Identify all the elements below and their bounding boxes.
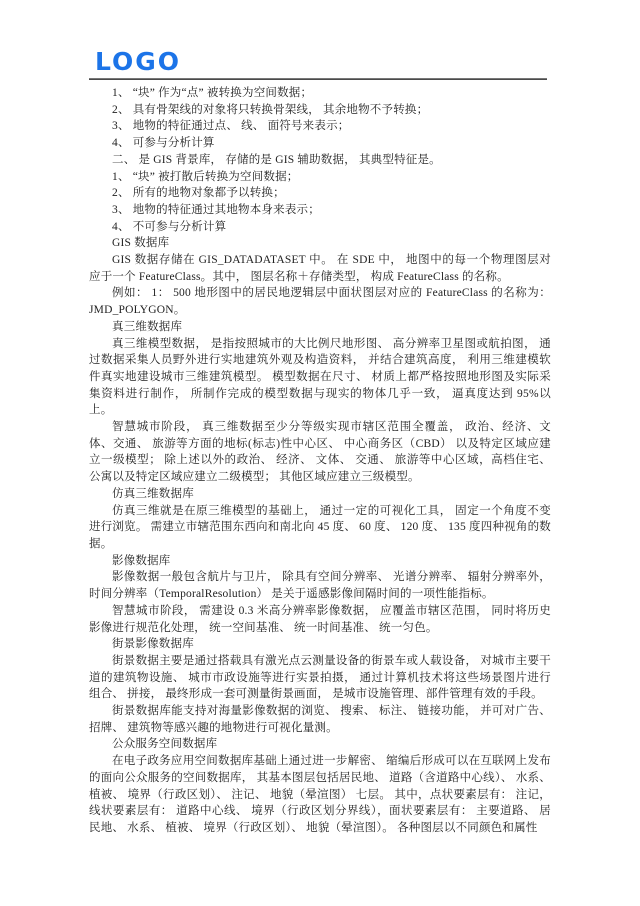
logo: LOGO — [95, 47, 182, 76]
paragraph: 例如： 1： 500 地形图中的居民地逻辑层中面状图层对应的 FeatureClass 的名称为： JMD_POLYGON。 — [89, 287, 551, 317]
paragraph: 二、 是 GIS 背景库， 存储的是 GIS 辅助数据， 其典型特征是。 — [112, 153, 441, 166]
section-heading-true-3d-database: 真三维数据库 — [112, 320, 183, 333]
section-heading-streetview-database: 街景影像数据库 — [112, 638, 194, 651]
list-item: 4、 不可参与分析计算 — [112, 220, 227, 233]
paragraph: 在电子政务应用空间数据库基础上通过进一步解密、 缩编后形成可以在互联网上发布的面向公众服务的空间数据库， 其基本图层包括居民地、 道路（含道路中心线）、 水系、植被、 境界（行政区划）、 注记、 地貌（晕渲图） 七层。 其中，点状要素层有： 注记，线状要素层有： 道路中心线、 境界（行政区划分界线），面状要素层有： 主要道路、 居民地、 水系、 植被、 境界（行政区划）、 地貌（晕渲图）。 各种图层以不同颜色和属性 — [89, 755, 551, 834]
page-header — [89, 0, 551, 80]
list-item: 4、 可参与分析计算 — [112, 137, 215, 150]
paragraph: GIS 数据存储在 GIS_DATADATASET 中。 在 SDE 中， 地图中的每一个物理图层对应于一个 FeatureClass。其中， 图层名称＋存储类型， 构成 FeatureClass 的名称。 — [89, 254, 551, 283]
section-heading-image-database: 影像数据库 — [112, 554, 171, 567]
header-rule — [89, 78, 547, 80]
list-item: 2、 所有的地物对象都予以转换； — [112, 187, 285, 200]
paragraph: 真三维模型数据， 是指按照城市的大比例尺地形图、 高分辨率卫星图或航拍图， 通过数据采集人员野外进行实地建筑外观及构造资料， 并结合建筑高度， 利用三维建模软件真实地建设城市三维建筑模型。 模型数据在尺寸、 材质上都严格按照地形图及实际采集资料进行制作， 所制作完成的模型数据与现实的物体几乎一致， 逼真度达到 95%以上。 — [89, 337, 551, 417]
list-item: 2、 具有骨架线的对象将只转换骨架线， 其余地物不予转换； — [112, 103, 429, 116]
list-item: 1、 “块” 被打散后转换为空间数据； — [112, 170, 299, 183]
list-item: 3、 地物的特征通过其地物本身来表示； — [112, 203, 320, 216]
list-item: 3、 地物的特征通过点、 线、 面符号来表示； — [112, 120, 350, 133]
section-heading-public-service-database: 公众服务空间数据库 — [112, 738, 218, 751]
paragraph: 影像数据一般包含航片与卫片， 除具有空间分辨率、 光谱分辨率、 辐射分辨率外，时间分辨率（TemporalResolution） 是关于遥感影像间隔时间的一项性能指标。 — [89, 571, 551, 601]
paragraph: 智慧城市阶段， 真三维数据至少分等级实现市辖区范围全覆盖， 政治、经济、文体、交通、 旅游等方面的地标(标志)性中心区、 中心商务区（CBD） 以及特定区域应建立一级模型； 除上述以外的政治、 经济、 文体、 交通、 旅游等中心区域，高档住宅、 公寓以及特定区域应建立二级模型； 其他区域应建立三级模型。 — [89, 421, 551, 484]
document-body — [89, 85, 551, 837]
list-item: 1、 “块” 作为“点” 被转换为空间数据； — [112, 87, 313, 99]
paragraph: 仿真三维就是在原三维模型的基础上， 通过一定的可视化工具， 固定一个角度不变进行浏览。 需建立市辖范围东西向和南北向 45 度、 60 度、 120 度、 135 度四种视角的数据。 — [89, 504, 551, 550]
paragraph: 街景数据库能支持对海量影像数据的浏览、 搜索、 标注、 链接功能， 并可对广告、招牌、 建筑物等感兴趣的地物进行可视化量测。 — [89, 705, 551, 734]
section-heading-gis-database: GIS 数据库 — [112, 237, 170, 250]
section-heading-sim-3d-database: 仿真三维数据库 — [112, 487, 194, 500]
paragraph: 街景数据主要是通过搭载具有激光点云测量设备的街景车或人载设备， 对城市主要干道的建筑物设施、 城市市政设施等进行实景拍摄， 通过计算机技术将这些场景图片进行组合、 拼接， 最终形成一套可测量街景画面， 是城市设施管理、部件管理有效的手段。 — [89, 654, 551, 701]
paragraph: 智慧城市阶段， 需建设 0.3 米高分辨率影像数据， 应覆盖市辖区范围， 同时将历史影像进行规范化处理， 统一空间基准、 统一时间基准、 统一匀色。 — [89, 604, 551, 634]
